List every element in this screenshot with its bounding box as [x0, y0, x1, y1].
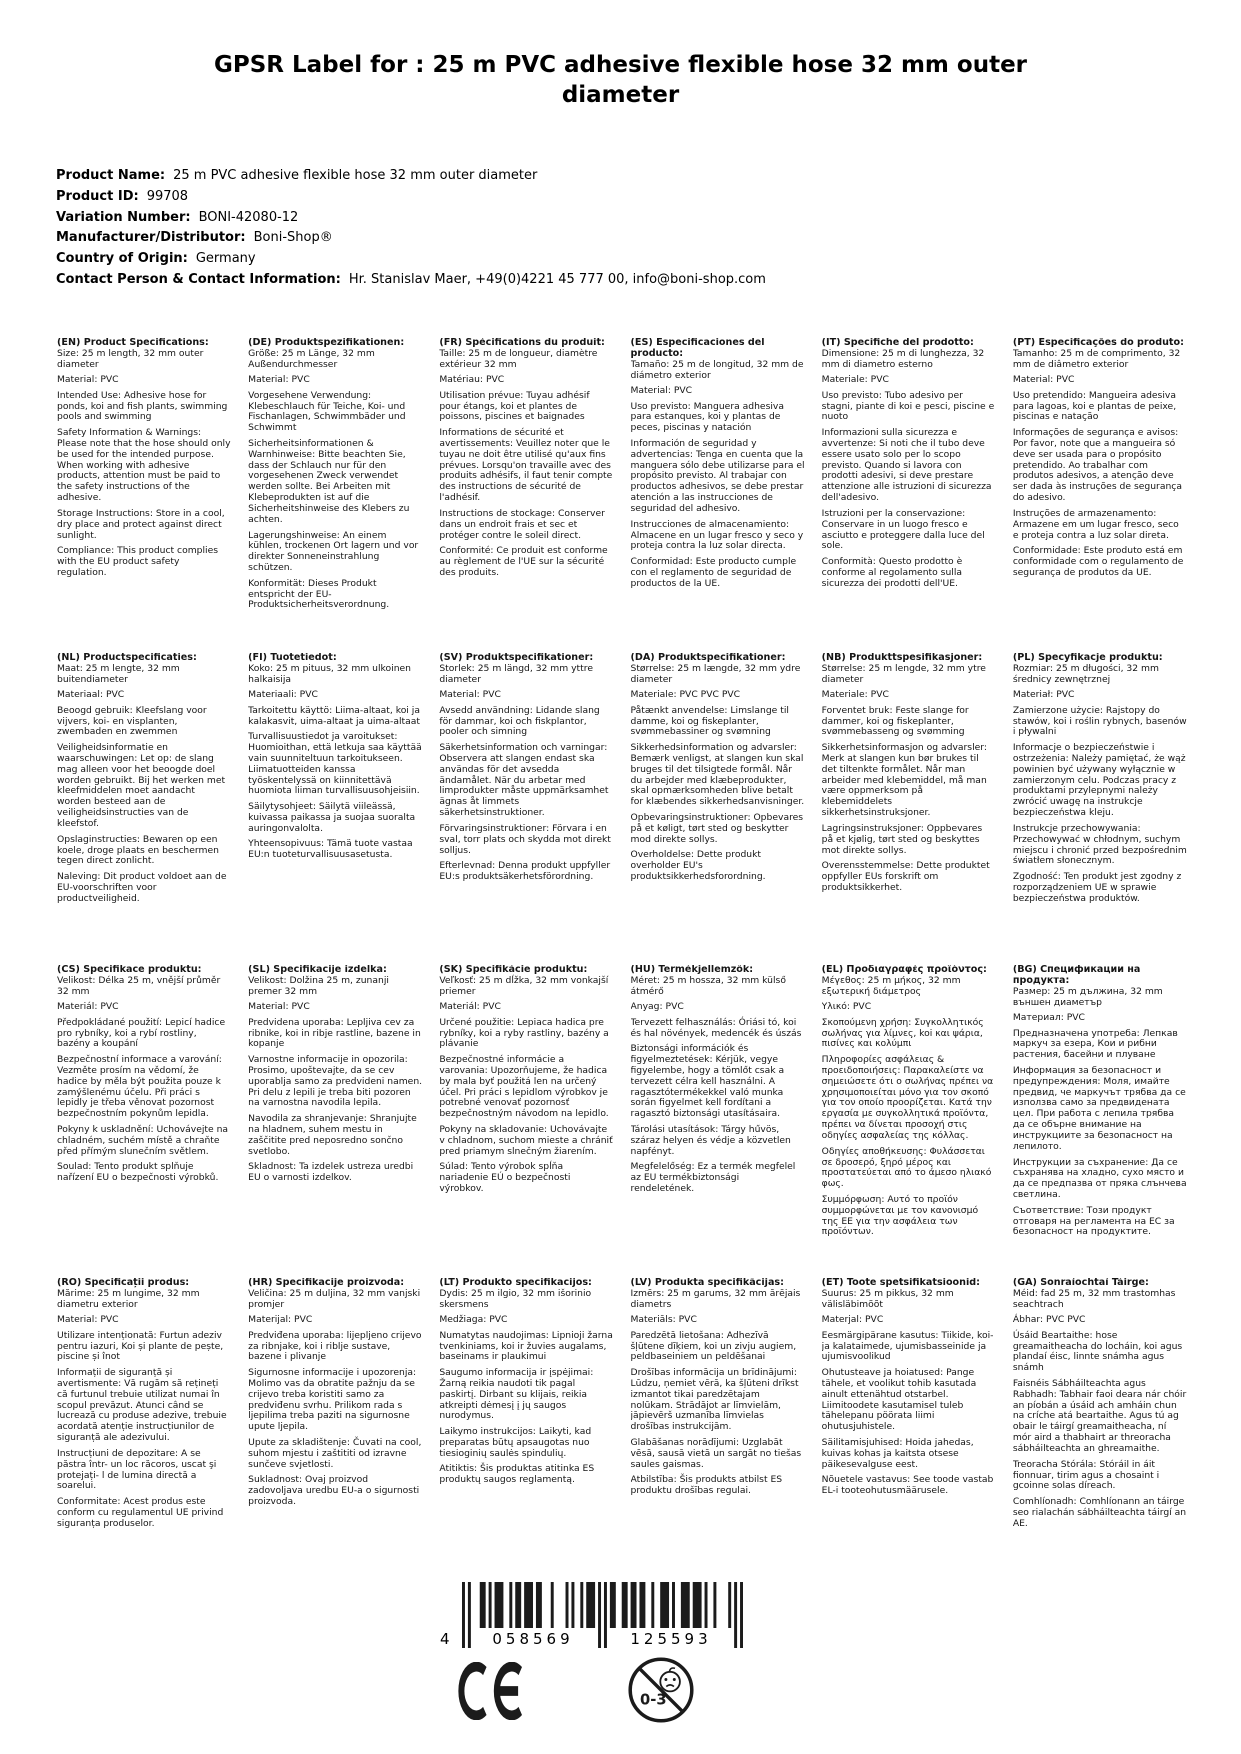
product-info-value: Hr. Stanislav Maer, +49(0)4221 45 777 00, info@boni-shop.com	[348, 271, 766, 287]
spec-paragraph: Anyag: PVC	[630, 1001, 684, 1013]
barcode-left-group: 058569	[492, 1630, 574, 1648]
spec-block-it	[822, 338, 996, 653]
product-info-row	[56, 166, 766, 187]
spec-heading: (SK) Špecifikácie produktu:	[439, 965, 588, 975]
spec-paragraph: Dimensione: 25 m di lunghezza, 32 mm di diametro esterno	[821, 347, 985, 370]
spec-paragraph: Предназначена употреба: Лепкав маркуч за езера, Кои и рибни растения, басейни и плуване	[1012, 1027, 1178, 1061]
spec-paragraph: Materiál: PVC	[57, 1001, 119, 1013]
product-info-row	[56, 270, 766, 291]
spec-paragraph: Påtænkt anvendelse: Limslange til damme, koi og fiskeplanter, svømmebassiner og svømning	[630, 704, 789, 738]
spec-paragraph: Lagringsinstruksjoner: Oppbevares på et kjølig, tørt sted og beskyttes mot direkte sollys.	[821, 822, 983, 856]
spec-paragraph: Naleving: Dit product voldoet aan de EU-voorschriften voor productveiligheid.	[57, 870, 227, 904]
spec-paragraph: Instructions de stockage: Conserver dans un endroit frais et sec et protéger contre le soleil direct.	[439, 507, 605, 541]
spec-paragraph: Material: PVC	[439, 689, 501, 701]
spec-block-hu	[631, 965, 805, 1278]
spec-paragraph: Dydis: 25 m ilgio, 32 mm išorinio skersmens	[439, 1287, 592, 1310]
spec-paragraph: Maat: 25 m lengte, 32 mm buitendiameter	[57, 662, 180, 685]
spec-paragraph: Konformität: Dieses Produkt entspricht der EU-Produktsicherheitsverordnung.	[248, 577, 390, 611]
spec-paragraph: Pokyny k uskladnění: Uchovávejte na chladném, suchém místě a chraňte před přímým slunečním světlem.	[57, 1123, 229, 1157]
spec-paragraph: Materiaal: PVC	[57, 689, 125, 701]
spec-block-sl	[248, 965, 422, 1278]
spec-paragraph: Suurus: 25 m pikkus, 32 mm välisläbimõõt	[821, 1287, 954, 1310]
spec-paragraph: Biztonsági információk és figyelmeztetések: Kérjük, vegye figyelembe, hogy a tömlőt csak a tervezett célra kell használni. A ragasztótermékekkel való munka során figyelmet kell fordítani a ragasztó biztonsági utasításaira.	[630, 1042, 785, 1120]
spec-paragraph: Uso previsto: Tubo adesivo per stagni, piante di koi e pesci, piscine e nuoto	[821, 389, 995, 423]
spec-paragraph: Größe: 25 m Länge, 32 mm Außendurchmesser	[248, 347, 375, 370]
spec-paragraph: Numatytas naudojimas: Lipnioji žarna tvenkiniams, koi ir žuvies augalams, baseinams ir plaukimui	[439, 1329, 613, 1363]
spec-paragraph: Материал: PVC	[1012, 1012, 1085, 1024]
product-info-label: Country of Origin:	[56, 251, 188, 267]
spec-paragraph: Medžiaga: PVC	[439, 1314, 508, 1326]
spec-paragraph: Paredzētā lietošana: Adhezīvā šļūtene dīķiem, koi un zivju augiem, peldbaseiniem un peldēšanai	[630, 1329, 797, 1363]
spec-paragraph: Predvidena uporaba: Lepljiva cev za ribnike, koi in ribje rastline, bazene in kopanje	[248, 1016, 421, 1050]
spec-paragraph: Material: PVC	[57, 374, 119, 386]
spec-paragraph: Izmērs: 25 m garums, 32 mm ārējais diametrs	[630, 1287, 801, 1310]
spec-heading: (NL) Productspecificaties:	[57, 653, 197, 663]
spec-paragraph: Safety Information & Warnings: Please note that the hose should only be used for the intended purpose. When working with adhesive products, attention must be paid to the safety instructions of the adhesive.	[57, 426, 231, 504]
product-info-row	[56, 187, 766, 208]
spec-paragraph: Materiale: PVC	[821, 374, 889, 386]
product-info-value: 99708	[146, 188, 189, 204]
spec-paragraph: Ábhar: PVC PVC	[1012, 1314, 1086, 1326]
spec-block-pl	[1013, 653, 1187, 965]
spec-paragraph: Bezpečnostní informace a varování: Vezměte prosím na vědomí, že hadice by měla být použita pouze k zamýšlenému účelu. Při práci s lepidly je třeba věnovat pozornost bezpečnostním pokynům lepidla.	[57, 1053, 222, 1120]
spec-paragraph: Conformità: Questo prodotto è conforme al regolamento sulla sicurezza dei prodotti dell'UE.	[821, 555, 963, 589]
spec-paragraph: Drošības informācija un brīdinājumi: Lūdzu, ņemiet vērā, ka šļūteni drīkst izmantot tikai paredzētajam nolūkam. Strādājot ar līmvielām, jāpievērš uzmanība līmvielas drošības instrukcijām.	[630, 1366, 799, 1433]
spec-paragraph: Beoogd gebruik: Kleefslang voor vijvers, koi- en visplanten, zwembaden en zwemmen	[57, 704, 207, 738]
spec-paragraph: Størrelse: 25 m lengde, 32 mm ytre diameter	[821, 662, 986, 685]
spec-paragraph: Megfelelőség: Ez a termék megfelel az EU termékbiztonsági rendeletének.	[630, 1161, 796, 1194]
product-info-row	[56, 228, 766, 249]
spec-paragraph: Intended Use: Adhesive hose for ponds, koi and fish plants, swimming pools and swimming	[57, 389, 228, 423]
spec-paragraph: Ohutusteave ja hoiatused: Pange tähele, et voolikut tohib kasutada ainult ettenähtud otstarbel. Liimitoodete kasutamisel tuleb tähelepanu pöörata liimi ohutusjuhistele.	[821, 1366, 977, 1433]
spec-paragraph: Uso previsto: Manguera adhesiva para estanques, koi y plantas de peces, piscinas y natación	[630, 400, 784, 434]
product-info-label: Contact Person & Contact Information:	[56, 271, 341, 287]
spec-heading: (RO) Specificații produs:	[57, 1278, 190, 1288]
spec-paragraph: Säilitamisjuhised: Hoida jahedas, kuivas kohas ja kaitsta otsese päikesevalguse eest.	[821, 1436, 974, 1470]
spec-paragraph: Material: PVC	[630, 385, 693, 397]
spec-paragraph: Σκοπούμενη χρήση: Συγκολλητικός σωλήνας για λίμνες, koi και ψάρια, πισίνες και κολύμπι	[821, 1016, 984, 1050]
spec-paragraph: Overensstemmelse: Dette produktet oppfyller EUs forskrift om produktsikkerhet.	[821, 859, 990, 893]
spec-block-et	[822, 1278, 996, 1534]
spec-paragraph: Informazioni sulla sicurezza e avvertenze: Si noti che il tubo deve essere usato solo per lo scopo previsto. Quando si lavora con prodotti adesivi, si deve prestare attenzione alle istruzioni di sicurezza dell'adesivo.	[821, 426, 992, 504]
spec-paragraph: Materjal: PVC	[821, 1314, 884, 1326]
spec-paragraph: Conformidade: Este produto está em conformidade com o regulamento de segurança de produtos da UE.	[1012, 544, 1184, 578]
spec-heading: (GA) Sonraíochtaí Táirge:	[1012, 1278, 1149, 1288]
spec-paragraph: Instrukcje przechowywania: Przechowywać w chłodnym, suchym miejscu i chronić przed bezpośrednim światłem słonecznym.	[1012, 822, 1187, 867]
spec-paragraph: Conformitate: Acest produs este conform cu regulamentul UE privind siguranța produselor.	[57, 1495, 224, 1529]
spec-paragraph: Material: PVC	[248, 374, 310, 386]
spec-heading: (BG) Спецификации на продукта:	[1012, 965, 1141, 986]
spec-paragraph: Informacje o bezpieczeństwie i ostrzeżenia: Należy pamiętać, że wąż powinien być używany wyłącznie w zamierzonym celu. Podczas pracy z produktami przylepnymi należy zwrócić uwagę na instrukcje bezpieczeństwa kleju.	[1012, 741, 1186, 819]
product-info-value: Boni-Shop®	[253, 230, 333, 246]
spec-paragraph: Material: PVC	[248, 1001, 310, 1013]
spec-paragraph: Förvaringsinstruktioner: Förvara i en sval, torr plats och skydda mot direkt solljus.	[439, 822, 611, 856]
spec-block-en	[57, 338, 231, 653]
spec-paragraph: Rozmiar: 25 m długości, 32 mm średnicy zewnętrznej	[1012, 662, 1159, 685]
spec-block-es	[631, 338, 805, 653]
spec-paragraph: Určené použitie: Lepiaca hadica pre rybníky, koi a ryby rastliny, bazény a plávanie	[439, 1016, 609, 1050]
spec-paragraph: Μέγεθος: 25 m μήκος, 32 mm εξωτερική διάμετρος	[821, 974, 961, 997]
spec-paragraph: Pokyny na skladovanie: Uchovávajte v chladnom, suchom mieste a chrániť pred priamym slnečným žiarením.	[439, 1123, 613, 1157]
ean-barcode	[440, 1582, 743, 1650]
product-info-row	[56, 249, 766, 270]
spec-heading: (PL) Specyfikacje produktu:	[1012, 653, 1163, 663]
spec-paragraph: Nõuetele vastavus: See toode vastab EL-i tooteohutusmäärusele.	[821, 1474, 994, 1496]
product-info-label: Manufacturer/Distributor:	[56, 230, 246, 246]
spec-heading: (PT) Especificações do produto:	[1012, 338, 1184, 348]
spec-paragraph: Instrucțiuni de depozitare: A se păstra într- un loc răcoros, uscat şi protejați- l de lumina directă a soarelui.	[57, 1447, 217, 1492]
spec-paragraph: Instruções de armazenamento: Armazene em um lugar fresco, seco e proteja contra a luz solar direta.	[1012, 507, 1179, 541]
spec-paragraph: Bezpečnostné informácie a varovania: Upozorňujeme, že hadica by mala byť použitá len na určený účel. Pri práci s lepidlom výrobkov je potrebné venovať pozornosť bezpečnostným návodom na lepidlo.	[439, 1053, 609, 1120]
spec-block-hr	[248, 1278, 422, 1534]
spec-paragraph: Velikost: Dolžina 25 m, zunanji premer 32 mm	[248, 974, 389, 997]
spec-paragraph: Zamierzone użycie: Rajstopy do stawów, koi i roślin rybnych, basenów i pływalni	[1012, 704, 1187, 738]
spec-paragraph: Tarkoitettu käyttö: Liima-altaat, koi ja kalakasvit, uima-altaat ja uima-altaat	[248, 704, 420, 727]
spec-paragraph: Tamaño: 25 m de longitud, 32 mm de diámetro exterior	[630, 358, 804, 381]
spec-paragraph: Sicherheitsinformationen & Warnhinweise: Bitte beachten Sie, dass der Schlauch nur für den vorgesehenen Zweck verwendet werden sollte. Bei Arbeiten mit Klebeprodukten ist auf die Sicherheitshinweise des Klebers zu achten.	[248, 437, 410, 526]
spec-paragraph: Velikost: Délka 25 m, vnější průměr 32 mm	[57, 974, 221, 997]
spec-paragraph: Informații de siguranță și avertismente: Vă rugăm să rețineți că furtunul trebuie utilizat numai în scopul prevăzut. Atunci când se lucrează cu produse adezive, trebuie acordată atenție instrucțiunilor de siguranță ale adezivului.	[57, 1366, 227, 1444]
spec-paragraph: Storlek: 25 m längd, 32 mm yttre diameter	[439, 662, 593, 685]
spec-paragraph: Συμμόρφωση: Αυτό το προϊόν συμμορφώνεται με τον κανονισμό της ΕΕ για την ασφάλεια των προϊόντων.	[821, 1193, 979, 1238]
spec-paragraph: Lagerungshinweise: An einem kühlen, trockenen Ort lagern und vor direkter Sonneneinstrahlung schützen.	[248, 529, 419, 574]
spec-paragraph: Utilizare intenționată: Furtun adeziv pentru iazuri, Koi și plante de pește, piscine și înot	[57, 1329, 224, 1363]
spec-paragraph: Storage Instructions: Store in a cool, dry place and protect against direct sunlight.	[57, 507, 225, 541]
page-title: GPSR Label for : 25 m PVC adhesive flexible hose 32 mm outer diameter	[213, 52, 1028, 109]
ce-mark-icon	[455, 1662, 533, 1720]
spec-paragraph: Sigurnosne informacije i upozorenja: Molimo vas da obratite pažnju da se crijevo treba koristiti samo za predviđenu svrhu. Prilikom rada s ljepilima treba paziti na sigurnosne upute ljepila.	[248, 1366, 417, 1433]
spec-paragraph: Koko: 25 m pituus, 32 mm ulkoinen halkaisija	[248, 662, 411, 685]
spec-block-sk	[439, 965, 613, 1278]
spec-paragraph: Sikkerhedsinformation og advarsler: Bemærk venligst, at slangen kun skal bruges til det tilsigtede formål. Når du arbejder med klæbeprodukter, skal opmærksomheden blive betalt for klæbendes sikkerhedsanvisninger.	[630, 741, 805, 808]
spec-paragraph: Saugumo informacija ir įspėjimai: Žarną reikia naudoti tik pagal paskirtį. Dirbant su klijais, reikia atkreipti dėmesį į jų saugos nurodymus.	[439, 1366, 594, 1422]
spec-paragraph: Инструкции за съхранение: Да се съхранява на хладно, сухо място и да се предпазва от пряка слънчева светлина.	[1012, 1156, 1187, 1201]
spec-paragraph: Sukladnost: Ovaj proizvod zadovoljava uredbu EU-a o sigurnosti proizvoda.	[248, 1474, 420, 1507]
spec-paragraph: Size: 25 m length, 32 mm outer diameter	[57, 347, 204, 370]
spec-heading: (DA) Produktspecifikationer:	[630, 653, 786, 663]
spec-block-lv	[631, 1278, 805, 1534]
spec-paragraph: Materiāls: PVC	[630, 1314, 697, 1326]
spec-heading: (FI) Tuotetiedot:	[248, 653, 337, 663]
spec-paragraph: Tárolási utasítások: Tárgy hűvös, száraz helyen és védje a közvetlen napfényt.	[630, 1123, 791, 1157]
spec-block-nl	[57, 653, 231, 965]
spec-paragraph: Sikkerhetsinformasjon og advarsler: Merk at slangen kun bør brukes til det tiltenkte formålet. Når man arbeider med klebemiddel, må man være oppmerksom på klebemiddelets sikkerhetsinstruksjoner.	[821, 741, 987, 819]
product-info-value: Germany	[195, 251, 256, 267]
spec-block-bg	[1013, 965, 1187, 1278]
spec-paragraph: Soulad: Tento produkt splňuje nařízení EU o bezpečnosti výrobků.	[57, 1161, 219, 1183]
spec-block-cs	[57, 965, 231, 1278]
barcode-lead-digit: 4	[440, 1630, 450, 1648]
spec-paragraph: Υλικό: PVC	[821, 1001, 872, 1013]
product-info	[56, 166, 766, 291]
spec-block-pt	[1013, 338, 1187, 653]
spec-block-de	[248, 338, 422, 653]
spec-paragraph: Informações de segurança e avisos: Por favor, note que a mangueira só deve ser usada para o propósito pretendido. Ao trabalhar com produtos adesivos, a atenção deve ser dada às instruções de segurança do adesivo.	[1012, 426, 1182, 504]
age-warning-0-3-icon	[626, 1654, 696, 1726]
spec-paragraph: Varnostne informacije in opozorila: Prosimo, upoštevajte, da se cev uporablja samo za predvideni namen. Pri delu z lepili je treba biti pozoren na varnostna navodila lepila.	[248, 1053, 423, 1109]
spec-block-fr	[439, 338, 613, 653]
spec-paragraph: Materiaali: PVC	[248, 689, 318, 701]
spec-paragraph: Størrelse: 25 m længde, 32 mm ydre diameter	[630, 662, 801, 685]
product-info-label: Product ID:	[56, 188, 139, 204]
spec-heading: (HU) Termékjellemzők:	[630, 965, 754, 975]
spec-paragraph: Materiale: PVC PVC PVC	[630, 689, 741, 701]
spec-paragraph: Veľkosť: 25 m dĺžka, 32 mm vonkajší priemer	[439, 974, 609, 997]
spec-paragraph: Forventet bruk: Feste slange for dammer, koi og fiskeplanter, svømmebasseng og svømming	[821, 704, 969, 738]
spec-paragraph: Taille: 25 m de longueur, diamètre extérieur 32 mm	[439, 347, 598, 370]
spec-paragraph: Avsedd användning: Lidande slang för dammar, koi och fiskplantor, pooler och simning	[439, 704, 600, 738]
spec-paragraph: Glabāšanas norādījumi: Uzglabāt vēsā, sausā vietā un sargāt no tiešas saules gaismas.	[630, 1436, 802, 1470]
spec-paragraph: Upute za skladištenje: Čuvati na cool, suhom mjestu i zaštititi od izravne sunčeve svjetlosti.	[248, 1436, 422, 1470]
spec-heading: (ET) Toote spetsifikatsioonid:	[821, 1278, 980, 1288]
spec-heading: (DE) Produktspezifikationen:	[248, 338, 405, 348]
spec-paragraph: Veličina: 25 m duljina, 32 mm vanjski promjer	[248, 1287, 421, 1310]
spec-block-ga	[1013, 1278, 1187, 1534]
spec-paragraph: Úsáid Beartaithe: hose greamaitheacha do locháin, koi agus plandaí éisc, linnte snámha agus snámh	[1012, 1329, 1183, 1374]
spec-heading: (LT) Produkto specifikacijos:	[439, 1278, 592, 1288]
spec-block-nb	[822, 653, 996, 965]
spec-paragraph: Faisnéis Sábháilteachta agus Rabhadh: Tabhair faoi deara nár chóir an píobán a úsáid ach amháin chun na críche atá beartaithe. Agus tú ag obair le táirgí greamaitheacha, ní mór aird a thabhairt ar threoracha sábháilteachta an ghreamaithe.	[1012, 1377, 1187, 1455]
spec-paragraph: Material: PVC	[1012, 374, 1075, 386]
spec-paragraph: Predviđena uporaba: lijepljeno crijevo za ribnjake, koi i riblje sustave, bazene i plivanje	[248, 1329, 422, 1363]
spec-paragraph: Laikymo instrukcijos: Laikyti, kad preparatas būtų apsaugotas nuo tiesioginių saulės spindulių.	[439, 1425, 592, 1459]
spec-paragraph: Säkerhetsinformation och varningar: Observera att slangen endast ska användas för det avsedda ändamålet. När du arbetar med limprodukter måste uppmärksamhet ägnas åt limmets säkerhetsinstruktioner.	[439, 741, 609, 819]
spec-paragraph: Materiał: PVC	[1012, 689, 1075, 701]
spec-block-lt	[439, 1278, 613, 1534]
spec-paragraph: Materiál: PVC	[439, 1001, 501, 1013]
spec-paragraph: Съответствие: Този продукт отговаря на регламента на ЕС за безопасност на продуктите.	[1012, 1204, 1175, 1238]
spec-paragraph: Skladnost: Ta izdelek ustreza uredbi EU o varnosti izdelkov.	[248, 1161, 414, 1183]
spec-paragraph: Informations de sécurité et avertissements: Veuillez noter que le tuyau ne doit être utilisé qu'aux fins prévues. Lorsqu'on travaille avec des produits adhésifs, il faut tenir compte des instructions de sécurité de l'adhésif.	[439, 426, 613, 504]
spec-heading: (SV) Produktspecifikationer:	[439, 653, 594, 663]
spec-grid	[57, 338, 1187, 1534]
spec-paragraph: Overholdelse: Dette produkt overholder EU's produktsikkerhedsforordning.	[630, 849, 766, 882]
spec-paragraph: Utilisation prévue: Tuyau adhésif pour étangs, koi et plantes de poissons, piscines et baignades	[439, 389, 590, 423]
spec-paragraph: Conformité: Ce produit est conforme au règlement de l'UE sur la sécurité des produits.	[439, 544, 608, 578]
spec-block-el	[822, 965, 996, 1278]
spec-paragraph: Información de seguridad y advertencias: Tenga en cuenta que la manguera sólo debe utilizarse para el propósito previsto. Al trabajar con productos adhesivos, se debe prestar atención a las instrucciones de seguridad del adhesivo.	[630, 437, 805, 515]
spec-paragraph: Comhlíonadh: Comhlíonann an táirge seo rialachán sábháilteachta táirgí an AE.	[1012, 1495, 1187, 1529]
spec-block-sv	[439, 653, 613, 965]
spec-paragraph: Πληροφορίες ασφάλειας & προειδοποιήσεις: Παρακαλείστε να σημειώσετε ότι ο σωλήνας πρέπει να χρησιμοποιείται μόνο για τον σκοπό για τον οποίο προορίζεται. Κατά την εργασία με συγκολλητικά προϊόντα, πρέπει να δίνεται προσοχή στις οδηγίες ασφαλείας της κόλλας.	[821, 1053, 994, 1142]
spec-paragraph: Tervezett felhasználás: Óriási tó, koi és hal növények, medencék és úszás	[630, 1016, 802, 1039]
spec-block-ro	[57, 1278, 231, 1534]
spec-paragraph: Opbevaringsinstruktioner: Opbevares på et køligt, tørt sted og beskytter mod direkte sollys.	[630, 811, 804, 845]
spec-paragraph: Информация за безопасност и предупреждения: Моля, имайте предвид, че маркучът трябва да се използва само за предвидената цел. При работа с лепила трябва да се обърне внимание на инструкциите за безопасност на лепилото.	[1012, 1064, 1186, 1153]
spec-paragraph: Efterlevnad: Denna produkt uppfyller EU:s produktsäkerhetsförordning.	[439, 859, 611, 882]
spec-paragraph: Vorgesehene Verwendung: Klebeschlauch für Teiche, Koi- und Fischanlagen, Schwimmbäder und Schwimmt	[248, 389, 406, 434]
spec-paragraph: Mărime: 25 m lungime, 32 mm diametru exterior	[57, 1287, 200, 1310]
spec-paragraph: Turvallisuustiedot ja varoitukset: Huomioithan, että letkuja saa käyttää vain suunniteltuun tarkoitukseen. Liimatuotteiden kanssa työskentelyssä on kiinnitettävä huomiota liiman turvallisuusohjeisiin.	[248, 730, 422, 797]
spec-heading: (IT) Specifiche del prodotto:	[821, 338, 974, 348]
product-info-value: BONI-42080-12	[198, 209, 299, 225]
spec-heading: (EN) Product Specifications:	[57, 338, 209, 348]
spec-paragraph: Atitiktis: Šis produktas atitinka ES produktų saugos reglamentą.	[439, 1463, 595, 1485]
spec-paragraph: Οδηγίες αποθήκευσης: Φυλάσσεται σε δροσερό, ξηρό μέρος και προστατεύεται από το άμεσο ηλιακό φως.	[821, 1145, 992, 1190]
spec-paragraph: Navodila za shranjevanje: Shranjujte na hladnem, suhem mestu in zaščitite pred neposredno sončno svetlobo.	[248, 1112, 417, 1157]
spec-paragraph: Istruzioni per la conservazione: Conservare in un luogo fresco e asciutto e proteggere dalla luce del sole.	[821, 507, 985, 552]
spec-paragraph: Tamanho: 25 m de comprimento, 32 mm de diâmetro exterior	[1012, 347, 1181, 370]
spec-paragraph: Opslaginstructies: Bewaren op een koele, droge plaats en beschermen tegen direct zonlicht.	[57, 833, 219, 867]
spec-paragraph: Размер: 25 m дължина, 32 mm външен диаметър	[1012, 985, 1163, 1008]
spec-heading: (SL) Specifikacije izdelka:	[248, 965, 387, 975]
spec-paragraph: Treoracha Stórála: Stóráil in áit fionnuar, tirim agus a chosaint i gcoinne solas díreach.	[1012, 1458, 1160, 1492]
spec-paragraph: Veiligheidsinformatie en waarschuwingen: Let op: de slang mag alleen voor het beoogde doel worden gebruikt. Bij het werken met kleefmiddelen moet aandacht worden besteed aan de veiligheidsinstructies van de kleefstof.	[57, 741, 226, 830]
spec-paragraph: Säilytysohjeet: Säilytä viileässä, kuivassa paikassa ja suojaa suoralta auringonvalolta.	[248, 800, 416, 834]
spec-block-da	[631, 653, 805, 965]
spec-heading: (HR) Specifikacije proizvoda:	[248, 1278, 405, 1288]
product-info-label: Product Name:	[56, 168, 166, 183]
spec-paragraph: Méid: fad 25 m, 32 mm trastomhas seachtrach	[1012, 1287, 1176, 1310]
spec-heading: (CS) Specifikace produktu:	[57, 965, 202, 975]
spec-paragraph: Uso pretendido: Mangueira adesiva para lagoas, koi e plantas de peixe, piscinas e natação	[1012, 389, 1177, 423]
spec-paragraph: Súlad: Tento výrobok spĺňa nariadenie EÚ o bezpečnosti výrobkov.	[439, 1161, 571, 1194]
spec-heading: (EL) Προδιαγραφές προϊόντος:	[821, 965, 987, 975]
spec-paragraph: Material: PVC	[57, 1314, 119, 1326]
spec-paragraph: Instrucciones de almacenamiento: Almacene en un lugar fresco y seco y proteja contra la luz solar directa.	[630, 518, 804, 552]
spec-paragraph: Atbilstība: Šis produkts atbilst ES produktu drošības regulai.	[630, 1474, 783, 1496]
age-warning-label: 0-3	[640, 1691, 667, 1709]
spec-heading: (FR) Spécifications du produit:	[439, 338, 605, 348]
spec-heading: (LV) Produkta specifikācijas:	[630, 1278, 784, 1288]
spec-paragraph: Matériau: PVC	[439, 374, 505, 386]
spec-paragraph: Méret: 25 m hossza, 32 mm külső átmérő	[630, 974, 786, 997]
spec-paragraph: Zgodność: Ten produkt jest zgodny z rozporządzeniem UE w sprawie bezpieczeństwa produktów.	[1012, 870, 1182, 904]
spec-heading: (ES) Especificaciones del producto:	[630, 338, 765, 359]
spec-paragraph: Conformidad: Este producto cumple con el reglamento de seguridad de productos de la UE.	[630, 555, 797, 589]
spec-paragraph: Yhteensopivuus: Tämä tuote vastaa EU:n tuoteturvallisuusasetusta.	[248, 838, 413, 860]
spec-block-fi	[248, 653, 422, 965]
product-info-value: 25 m PVC adhesive flexible hose 32 mm outer diameter	[173, 168, 538, 183]
spec-heading: (NB) Produkttspesifikasjoner:	[821, 653, 983, 663]
spec-paragraph: Materijal: PVC	[248, 1314, 313, 1326]
spec-paragraph: Předpokládané použití: Lepicí hadice pro rybníky, koi a rybí rostliny, bazény a koupání	[57, 1016, 226, 1050]
barcode-right-group: 125593	[630, 1630, 712, 1648]
spec-paragraph: Compliance: This product complies with the EU product safety regulation.	[57, 544, 219, 578]
spec-paragraph: Eesmärgipärane kasutus: Tiikide, koi- ja kalataimede, ujumisbasseinide ja ujumisvoolikud	[821, 1329, 994, 1363]
product-info-label: Variation Number:	[56, 209, 191, 225]
spec-paragraph: Materiale: PVC	[821, 689, 889, 701]
product-info-row	[56, 208, 766, 229]
